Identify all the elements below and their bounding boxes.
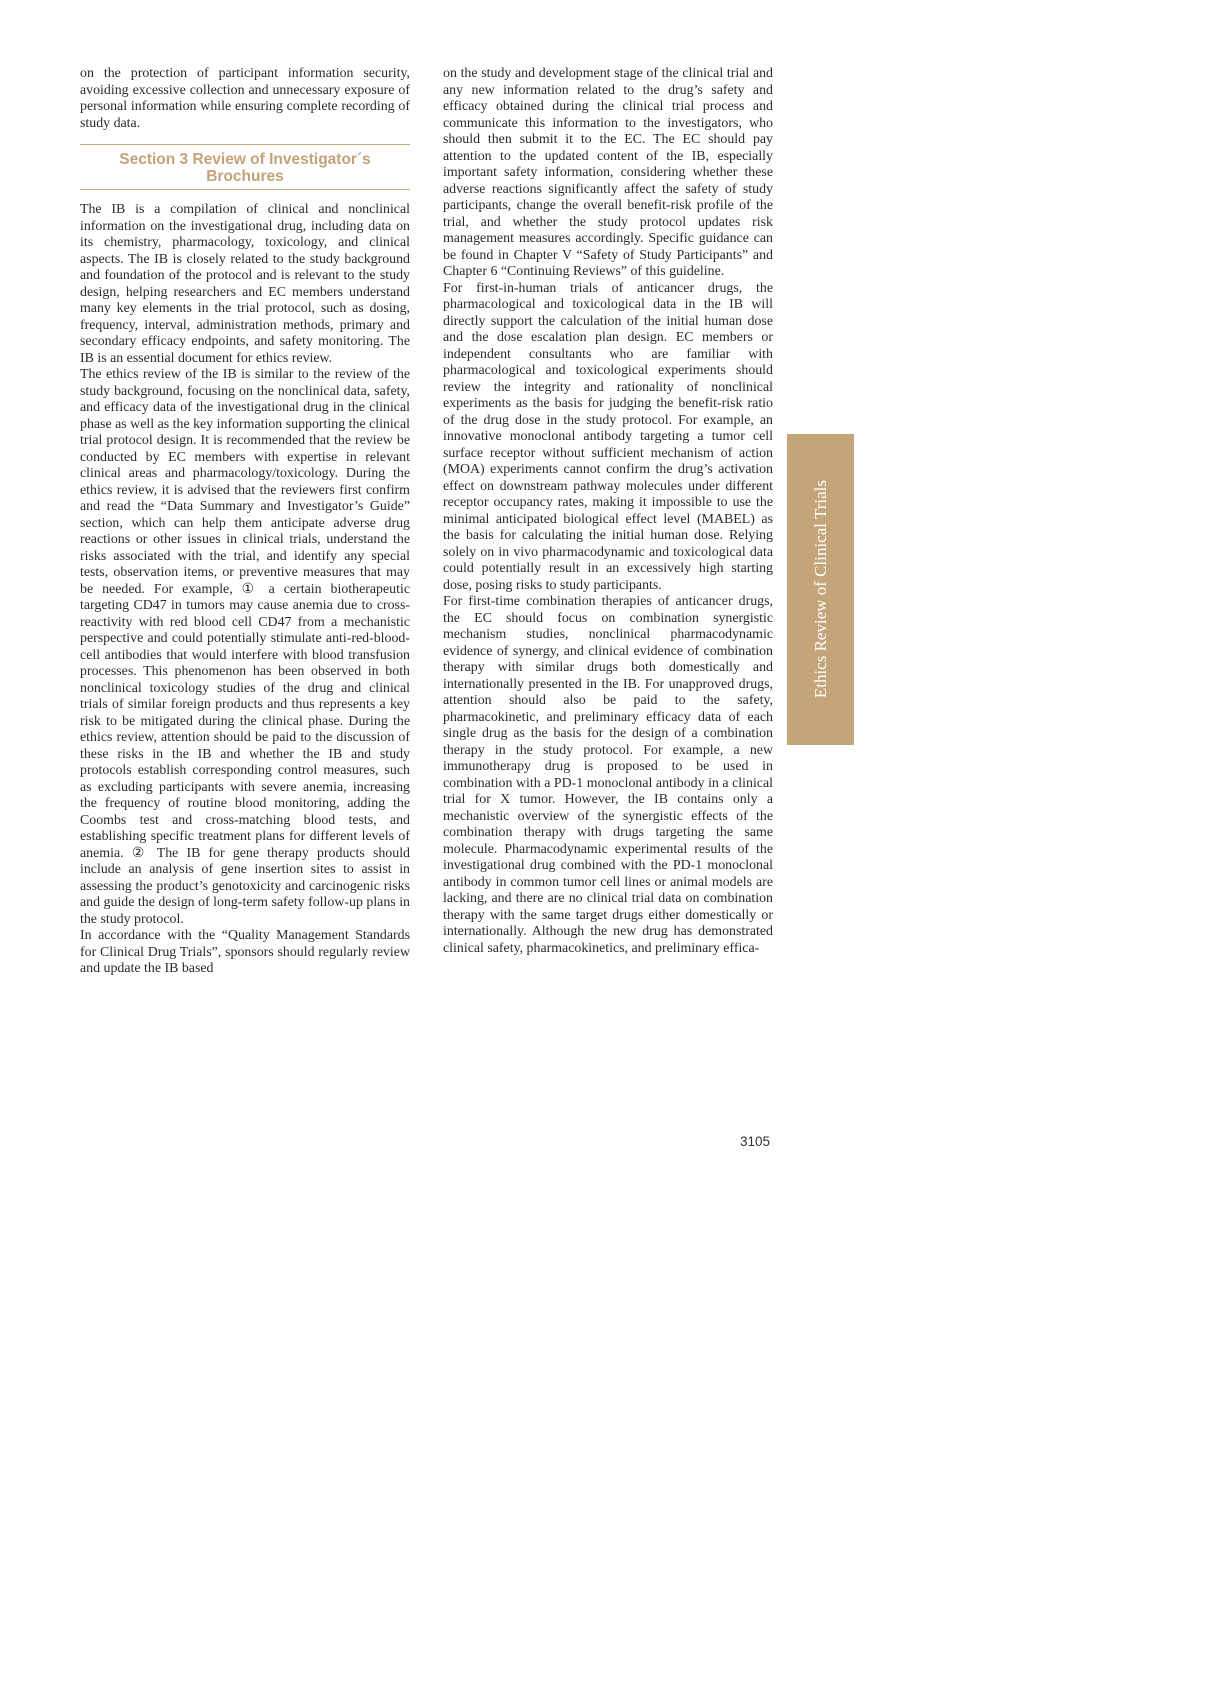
paragraph: The ethics review of the IB is similar to the review of the study background, focusing on the nonclinical data, safety, and efficacy data of the investigational drug in the clinical phase as well as the key information supporting the clinical trial protocol design. It is recommended that the review be conducted by EC members with expertise in relevant clinical areas and pharmacology/toxicology. During the ethics review, it is advised that the reviewers first confirm and read the “Data Summary and Investigator’s Guide” section, which can help them anticipate adverse drug reactions or other issues in clinical trials, understand the risks associated with the trial, and identify any special tests, observation items, or preventive measures that may be needed. For example, ① a certain biotherapeutic targeting CD47 in tumors may cause anemia due to cross-reactivity with red blood cell CD47 from a mechanistic perspective and could potentially stimulate anti-red-blood-cell antibodies that would interfere with blood transfusion processes. This phenomenon has been observed in both nonclinical toxicology studies of the drug and clinical trials of similar foreign products and thus represents a key risk to be mitigated during the clinical phase. During the ethics review, attention should be paid to the discussion of these risks in the IB and whether the IB and study protocols establish corresponding control measures, such as excluding participants with severe anemia, increasing the frequency of routine blood monitoring, adding the Coombs test and cross-matching blood tests, and establishing specific treatment plans for different levels of anemia. ② The IB for gene therapy products should include an analysis of gene insertion sites to assist in assessing the product’s genotoxicity and carcinogenic risks and guide the design of long-term safety follow-up plans in the study protocol. (80, 367, 410, 927)
left-column (80, 66, 410, 978)
section-heading-line1: Section 3 Review of Investigator´s (119, 151, 371, 168)
section-heading (80, 144, 410, 190)
paragraph: on the protection of participant information security, avoiding excessive collection and unnecessary exposure of personal information while ensuring complete recording of study data. (80, 66, 410, 131)
paragraph: on the study and development stage of the clinical trial and any new information related to the drug’s safety and efficacy obtained during the clinical trial process and communicate this information to the investigators, who should then submit it to the EC. The EC should pay attention to the updated content of the IB, especially important safety information, considering whether these adverse reactions significantly affect the safety of study participants, change the overall benefit-risk profile of the trial, and whether the study protocol updates risk management measures accordingly. Specific guidance can be found in Chapter V “Safety of Study Participants” and Chapter 6 “Continuing Reviews” of this guideline. (443, 66, 773, 279)
paragraph: The IB is a compilation of clinical and nonclinical information on the investigational drug, including data on its chemistry, pharmacology, toxicology, and clinical aspects. The IB is closely related to the study background and foundation of the protocol and is relevant to the study design, helping researchers and EC members understand many key elements in the trial protocol, such as dosing, frequency, interval, administration methods, primary and secondary efficacy endpoints, and safety monitoring. The IB is an essential document for ethics review. (80, 202, 410, 366)
chapter-side-tab (787, 434, 854, 745)
paragraph: For first-time combination therapies of anticancer drugs, the EC should focus on combination synergistic mechanism studies, nonclinical pharmacodynamic evidence of synergy, and clinical evidence of combination therapy with similar drugs both domestically and internationally presented in the IB. For unapproved drugs, attention should also be paid to the safety, pharmacokinetic, and preliminary efficacy data of each single drug as the basis for the design of a combination therapy in the study protocol. For example, a new immunotherapy drug is proposed to be used in combination with a PD-1 monoclonal antibody in a clinical trial for X tumor. However, the IB contains only a mechanistic overview of the synergistic effects of the combination therapy with drugs targeting the same molecule. Pharmacodynamic experimental results of the investigational drug combined with the PD-1 monoclonal antibody in common tumor cell lines or animal models are lacking, and there are no clinical trial data on combination therapy with the same target drugs either domestically or internationally. Although the new drug has demonstrated clinical safety, pharmacokinetics, and preliminary effica- (443, 594, 773, 956)
paragraph: In accordance with the “Quality Management Standards for Clinical Drug Trials”, sponsors should regularly review and update the IB based (80, 928, 410, 976)
page-number: 3105 (740, 1134, 771, 1149)
chapter-side-tab-label: Ethics Review of Clinical Trials (810, 480, 830, 699)
right-column (443, 66, 773, 957)
paragraph: For first-in-human trials of anticancer drugs, the pharmacological and toxicological data in the IB will directly support the calculation of the initial human dose and the dose escalation plan design. EC members or independent consultants who are familiar with pharmacological and toxicological experiments should review the integrity and rationality of nonclinical experiments as the basis for judging the benefit-risk ratio of the drug dose in the study protocol. For example, an innovative monoclonal antibody targeting a tumor cell surface receptor without sufficient mechanism of action (MOA) experiments cannot confirm the drug’s activation effect on downstream pathway molecules under different receptor occupancy rates, making it impossible to use the minimal anticipated biological effect level (MABEL) as the basis for calculating the initial human dose. Relying solely on in vivo pharmacodynamic and toxicological data could potentially result in an excessively high starting dose, posing risks to study participants. (443, 280, 773, 593)
section-heading-line2: Brochures (206, 168, 284, 185)
